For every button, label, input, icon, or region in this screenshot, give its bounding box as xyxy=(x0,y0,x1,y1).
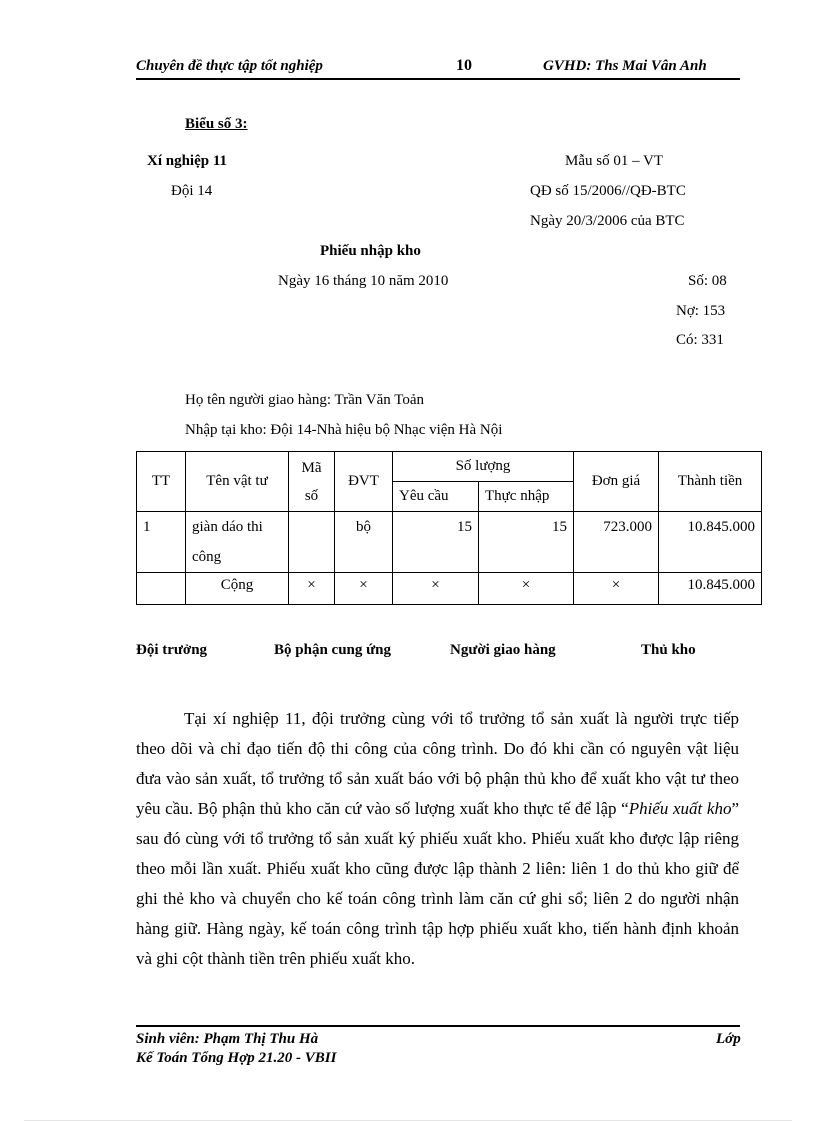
footer-class-label: Lớp xyxy=(716,1031,741,1047)
page-number: 10 xyxy=(456,57,472,74)
form-label: Biểu số 3: xyxy=(185,116,248,132)
total-tt xyxy=(137,573,186,605)
receipt-table xyxy=(136,451,762,605)
header-requested: Yêu cầu xyxy=(393,482,479,512)
warehouse-location: Nhập tại kho: Đội 14-Nhà hiệu bộ Nhạc viện Hà Nội xyxy=(185,422,503,438)
form-title: Phiếu nhập kho xyxy=(320,243,421,259)
total-actual-mark: × xyxy=(479,573,574,605)
credit-account: Có: 331 xyxy=(676,332,724,348)
header-left: Chuyên đề thực tập tốt nghiệp xyxy=(136,58,323,74)
total-price-mark: × xyxy=(574,573,659,605)
header-right: GVHD: Ths Mai Vân Anh xyxy=(543,58,707,74)
row-unit: bộ xyxy=(335,512,393,573)
header-code-line2: số xyxy=(304,487,319,504)
row-code xyxy=(289,512,335,573)
form-number: Số: 08 xyxy=(688,273,727,289)
signature-team-leader: Đội trưởng xyxy=(136,642,208,658)
header-tt: TT xyxy=(137,452,186,512)
total-unit-mark: × xyxy=(335,573,393,605)
row-price: 723.000 xyxy=(574,512,659,573)
row-requested: 15 xyxy=(393,512,479,573)
footer-student: Sinh viên: Phạm Thị Thu Hà xyxy=(136,1031,319,1047)
table-row xyxy=(137,512,762,573)
row-tt: 1 xyxy=(137,512,186,573)
row-name-line1: giàn dáo thi xyxy=(192,519,263,535)
signature-supply-dept: Bộ phận cung ứng xyxy=(274,642,391,658)
header-amount: Thành tiền xyxy=(659,452,762,512)
header-actual: Thực nhập xyxy=(479,482,574,512)
org-name: Xí nghiệp 11 xyxy=(147,153,228,169)
total-amount: 10.845.000 xyxy=(659,573,762,605)
total-row xyxy=(137,573,762,605)
paragraph-emphasis: Phiếu xuất kho xyxy=(628,799,732,818)
header-price: Đơn giá xyxy=(574,452,659,512)
paragraph-text-before: Tại xí nghiệp 11, đội trưởng cùng với tổ trưởng tổ sản xuất là người trực tiếp theo dõi và chỉ đạo tiến độ thi công của công trình. Do đó khi cần có nguyên vật liệu đưa vào sản xuất, tổ trưởng tổ sản xuất báo với bộ phận thủ kho để xuất kho vật tư theo yêu cầu. Bộ phận thủ kho căn cứ vào số lượng xuất kho thực tế để lập “ xyxy=(136,709,739,818)
row-name xyxy=(186,512,289,573)
paragraph-text-after: ” sau đó cùng với tổ trưởng tổ sản xuất ký phiếu xuất kho. Phiếu xuất kho được lập riêng theo mỗi lần xuất. Phiếu xuất kho cũng được lập thành 2 liên: liên 1 do thủ kho giữ để ghi thẻ kho và chuyển cho kế toán công trình làm căn cứ ghi sổ; liên 2 do người nhận hàng giữ. Hàng ngày, kế toán công trình tập hợp phiếu xuất kho, tiến hành định khoản và ghi cột thành tiền trên phiếu xuất kho. xyxy=(136,799,739,968)
row-amount: 10.845.000 xyxy=(659,512,762,573)
signature-deliverer: Người giao hàng xyxy=(450,642,556,658)
debit-account: Nợ: 153 xyxy=(676,303,726,319)
decision-date: Ngày 20/3/2006 của BTC xyxy=(530,213,685,229)
body-paragraph xyxy=(136,704,739,974)
team-name: Đội 14 xyxy=(171,183,213,199)
total-label: Cộng xyxy=(186,573,289,605)
total-requested-mark: × xyxy=(393,573,479,605)
footer-rule xyxy=(136,1025,740,1027)
header-unit: ĐVT xyxy=(335,452,393,512)
total-code-mark: × xyxy=(289,573,335,605)
form-date: Ngày 16 tháng 10 năm 2010 xyxy=(278,273,449,289)
page-edge xyxy=(24,1120,792,1121)
signature-storekeeper: Thủ kho xyxy=(641,642,696,658)
row-name-line2: công xyxy=(192,549,222,565)
header-name: Tên vật tư xyxy=(186,452,289,512)
row-actual: 15 xyxy=(479,512,574,573)
header-rule xyxy=(136,78,740,80)
template-code: Mẫu số 01 – VT xyxy=(565,153,664,169)
header-code xyxy=(289,452,335,512)
footer-class-name: Kế Toán Tổng Hợp 21.20 - VBII xyxy=(136,1050,337,1066)
deliverer-name: Họ tên người giao hàng: Trần Văn Toản xyxy=(185,392,425,408)
decision-number: QĐ số 15/2006//QĐ-BTC xyxy=(530,183,686,199)
header-quantity: Số lượng xyxy=(393,452,574,482)
header-code-line1: Mã xyxy=(301,459,322,476)
